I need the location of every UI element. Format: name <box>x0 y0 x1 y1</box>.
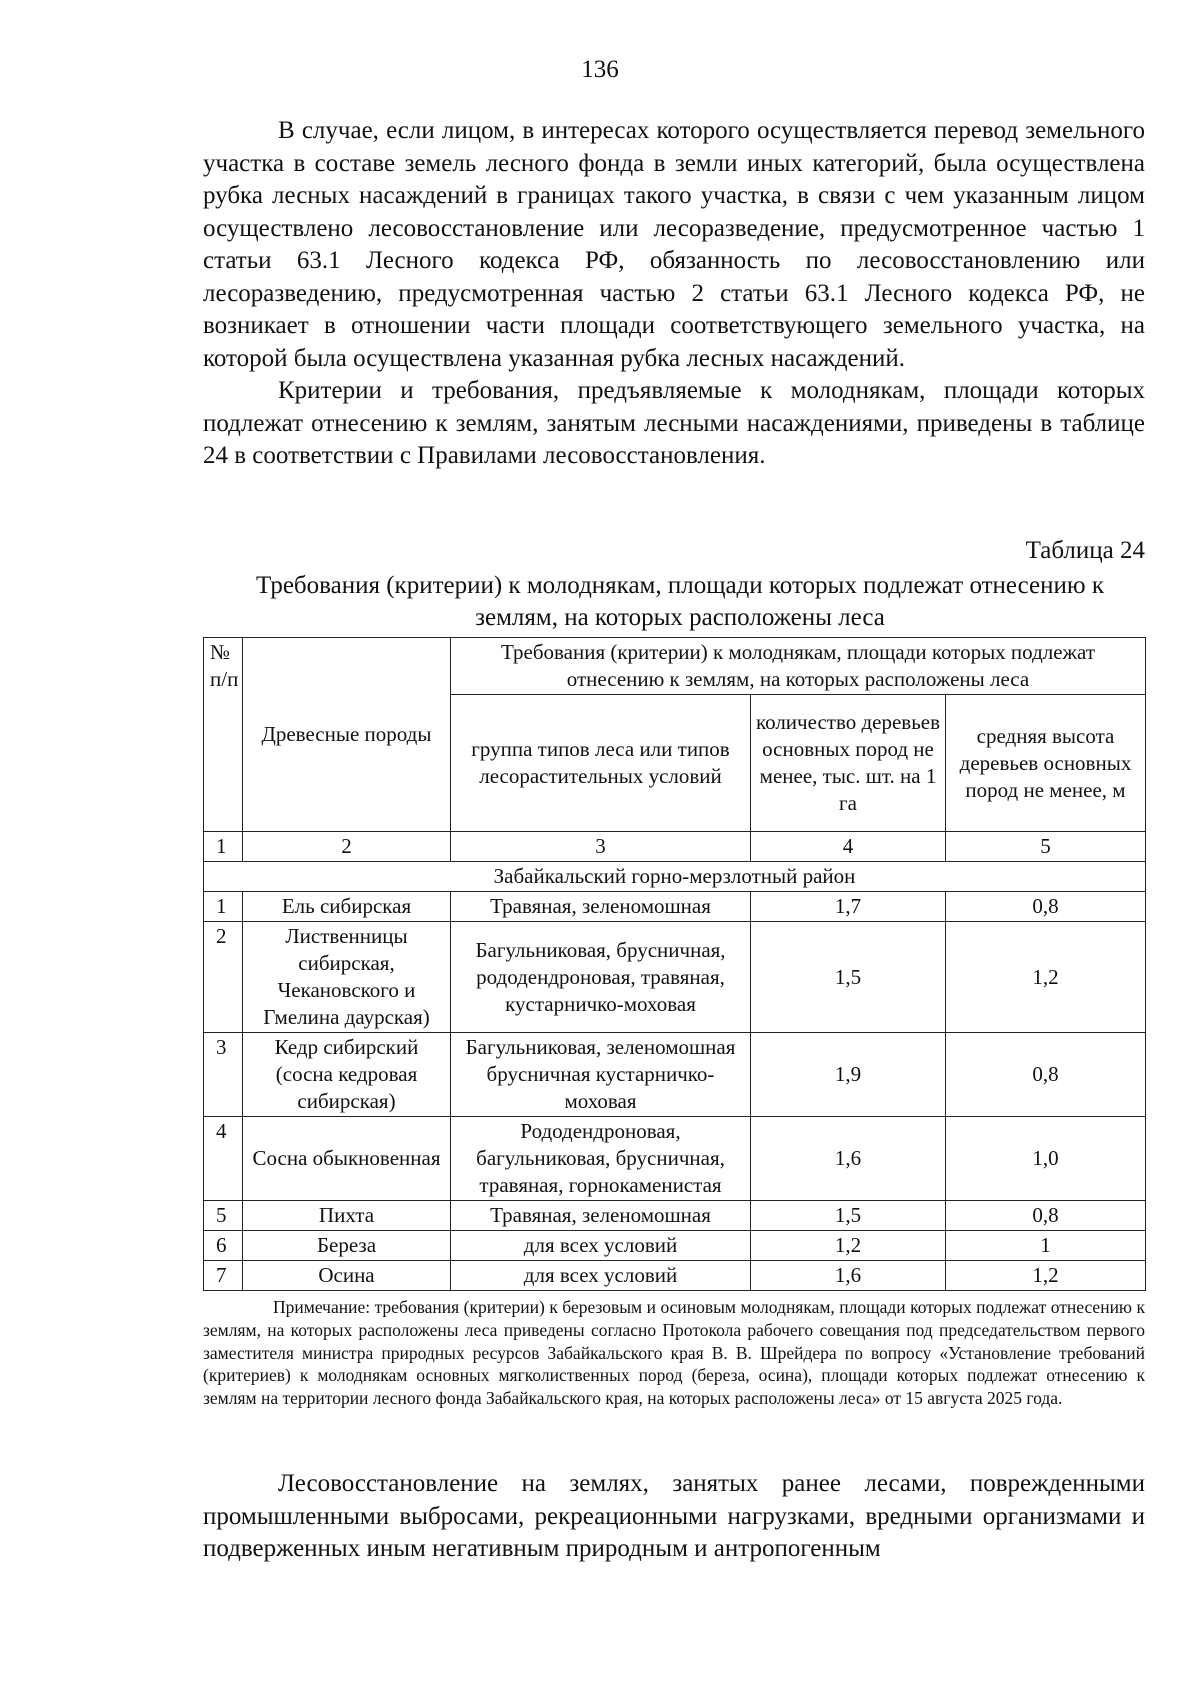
row-species: Сосна обыкновенная <box>243 1117 451 1201</box>
criteria-table <box>203 637 1146 1291</box>
row-height: 1 <box>946 1231 1146 1261</box>
row-forest-type: Травяная, зеленомошная <box>451 892 751 922</box>
col-number: 2 <box>243 832 451 862</box>
table-row <box>204 1033 1146 1117</box>
table-header-row <box>204 638 1146 695</box>
col-number: 1 <box>204 832 243 862</box>
row-num: 1 <box>204 892 243 922</box>
row-forest-type: для всех условий <box>451 1231 751 1261</box>
column-number-row <box>204 832 1146 862</box>
header-num: № п/п <box>204 638 243 832</box>
row-species: Береза <box>243 1231 451 1261</box>
row-forest-type: Багульниковая, зеленомошная брусничная кустарничко-моховая <box>451 1033 751 1117</box>
row-num: 3 <box>204 1033 243 1117</box>
paragraph: В случае, если лицом, в интересах которого осуществляется перевод земельного участка в составе земель лесного фонда в земли иных категорий, была осуществлена рубка лесных насаждений в границах такого участка, в связи с чем указанным лицом осуществлено лесовосстановление или лесоразведение, предусмотренное частью 1 статьи 63.1 Лесного кодекса РФ, обязанность по лесовосстановлению или лесоразведению, предусмотренная частью 2 статьи 63.1 Лесного кодекса РФ, не возникает в отношении части площади соответствующего земельного участка, на которой была осуществлена указанная рубка лесных насаждений. <box>203 117 1145 372</box>
table-label: Таблица 24 <box>1025 537 1145 564</box>
header-species: Древесные породы <box>243 638 451 832</box>
table-row <box>204 1261 1146 1291</box>
page-number: 136 <box>581 56 619 83</box>
row-height: 1,0 <box>946 1117 1146 1201</box>
region-name: Забайкальский горно-мерзлотный район <box>204 862 1146 892</box>
row-num: 2 <box>204 922 243 1033</box>
table-row <box>204 892 1146 922</box>
row-species: Лиственницы сибирская, Чекановского и Гмелина даурская) <box>243 922 451 1033</box>
row-tree-count: 1,7 <box>751 892 946 922</box>
row-tree-count: 1,5 <box>751 922 946 1033</box>
table-note: Примечание: требования (критерии) к березовым и осиновым молоднякам, площади которых подлежат отнесению к землям, на которых расположены леса приведены согласно Протокола рабочего совещания под председательством первого заместителя министра природных ресурсов Забайкальского края В. В. Шрейдера по вопросу «Установление требований (критериев) к молоднякам основных мягколиственных пород (береза, осина), площади которых подлежат отнесению к землям на территории лесного фонда Забайкальского края, на которых расположены леса» от 15 августа 2025 года. <box>203 1297 1145 1409</box>
table-row <box>204 1231 1146 1261</box>
row-height: 0,8 <box>946 892 1146 922</box>
row-height: 0,8 <box>946 1201 1146 1231</box>
paragraph: Лесовосстановление на землях, занятых ранее лесами, поврежденными промышленными выбросами, рекреационными нагрузками, вредными организмами и подверженных иным негативным природным и антропогенным <box>203 1470 1145 1562</box>
col-number: 5 <box>946 832 1146 862</box>
row-tree-count: 1,2 <box>751 1231 946 1261</box>
closing-text <box>203 1468 1145 1566</box>
row-forest-type: Рододендроновая, багульниковая, брусничная, травяная, горнокаменистая <box>451 1117 751 1201</box>
row-species: Ель сибирская <box>243 892 451 922</box>
row-num: 4 <box>204 1117 243 1201</box>
table-caption: Требования (критерии) к молоднякам, площади которых подлежат отнесению к землям, на которых расположены леса <box>256 572 1104 631</box>
row-height: 1,2 <box>946 922 1146 1033</box>
region-row <box>204 862 1146 892</box>
header-height: средняя высота деревьев основных пород не менее, м <box>946 695 1146 832</box>
row-tree-count: 1,9 <box>751 1033 946 1117</box>
col-number: 3 <box>451 832 751 862</box>
paragraph: Критерии и требования, предъявляемые к молоднякам, площади которых подлежат отнесению к землям, занятым лесными насаждениями, приведены в таблице 24 в соответствии с Правилами лесовосстановления. <box>203 377 1145 469</box>
row-height: 1,2 <box>946 1261 1146 1291</box>
row-species: Кедр сибирский (сосна кедровая сибирская) <box>243 1033 451 1117</box>
intro-text <box>203 115 1145 473</box>
col-number: 4 <box>751 832 946 862</box>
row-num: 6 <box>204 1231 243 1261</box>
row-forest-type: для всех условий <box>451 1261 751 1291</box>
table-row <box>204 922 1146 1033</box>
row-height: 0,8 <box>946 1033 1146 1117</box>
header-tree-count: количество деревьев основных пород не менее, тыс. шт. на 1 га <box>751 695 946 832</box>
table-row <box>204 1117 1146 1201</box>
table-row <box>204 1201 1146 1231</box>
header-requirements: Требования (критерии) к молоднякам, площади которых подлежат отнесению к землям, на которых расположены леса <box>451 638 1146 695</box>
row-num: 5 <box>204 1201 243 1231</box>
row-species: Пихта <box>243 1201 451 1231</box>
row-num: 7 <box>204 1261 243 1291</box>
row-tree-count: 1,5 <box>751 1201 946 1231</box>
row-forest-type: Травяная, зеленомошная <box>451 1201 751 1231</box>
row-tree-count: 1,6 <box>751 1261 946 1291</box>
row-tree-count: 1,6 <box>751 1117 946 1201</box>
header-forest-type: группа типов леса или типов лесорастительных условий <box>451 695 751 832</box>
row-species: Осина <box>243 1261 451 1291</box>
row-forest-type: Багульниковая, брусничная, рододендроновая, травяная, кустарничко-моховая <box>451 922 751 1033</box>
